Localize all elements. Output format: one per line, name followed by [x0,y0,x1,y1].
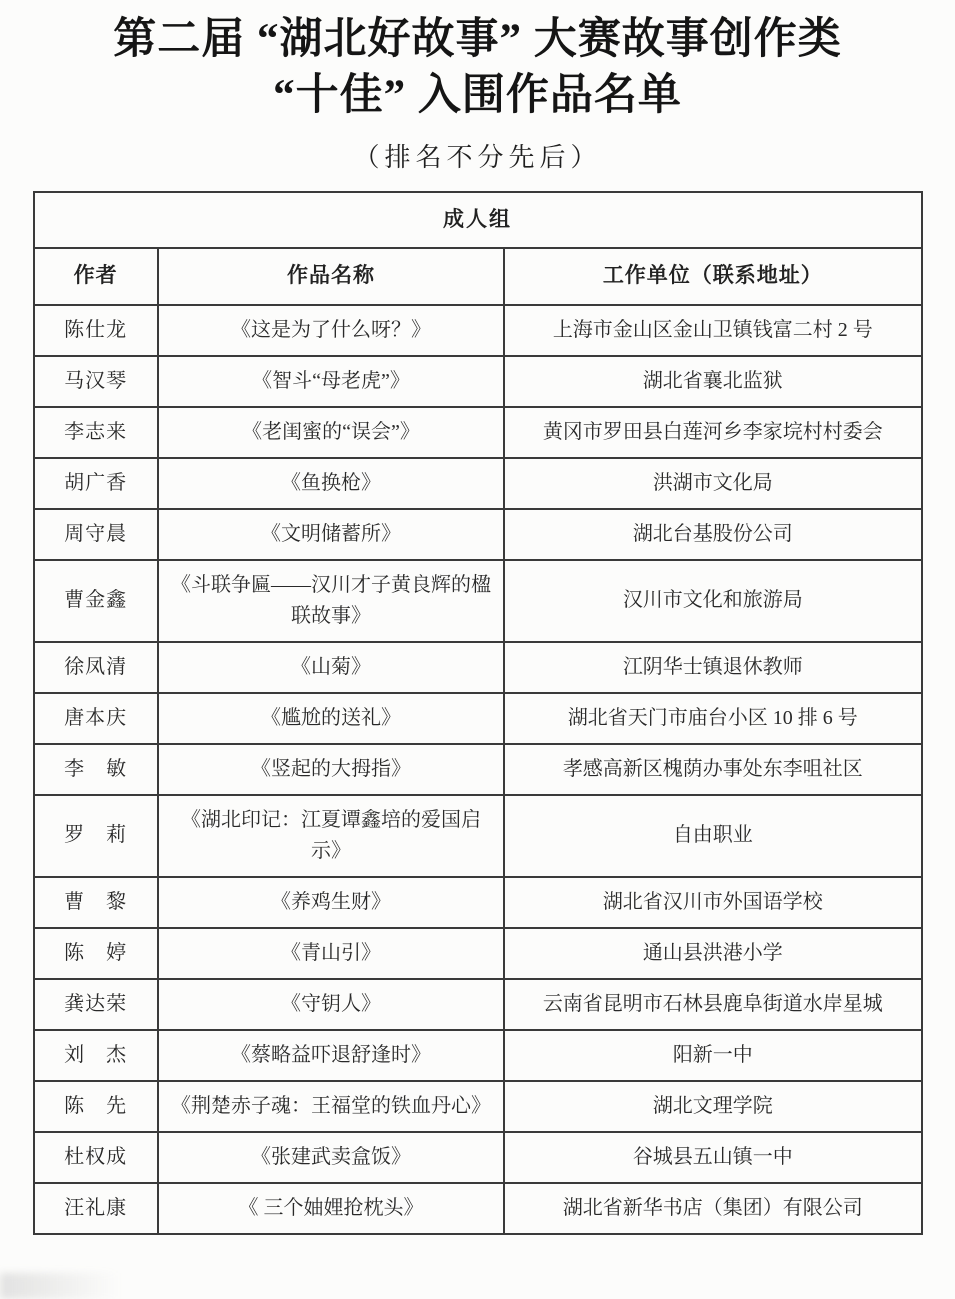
author-cell: 周守晨 [34,509,158,560]
title-line-1: 第二届 “湖北好故事” 大赛故事创作类 [113,16,842,63]
column-header-work-unit: 工作单位（联系地址） [504,248,921,305]
table-row [34,560,922,642]
table-row [34,1030,922,1081]
author-cell: 曹 黎 [34,877,158,928]
work-title-cell: 《山菊》 [158,642,504,693]
table-row [34,458,922,509]
work-unit-cell: 湖北省襄北监狱 [504,356,921,407]
work-title-cell: 《竖起的大拇指》 [158,744,504,795]
work-unit-cell: 湖北文理学院 [504,1081,921,1132]
work-title-cell: 《守钥人》 [158,979,504,1030]
work-title-cell: 《老闺蜜的“误会”》 [158,407,504,458]
table-row [34,305,922,356]
author-cell: 龚达荣 [34,979,158,1030]
author-cell: 陈 先 [34,1081,158,1132]
work-unit-cell: 阳新一中 [504,1030,921,1081]
author-cell: 曹金鑫 [34,560,158,642]
work-unit-cell: 上海市金山区金山卫镇钱富二村 2 号 [504,305,921,356]
table-row [34,744,922,795]
work-title-cell: 《青山引》 [158,928,504,979]
work-title-cell: 《 三个妯娌抢枕头》 [158,1183,504,1234]
work-title-cell: 《智斗“母老虎”》 [158,356,504,407]
column-header-work-title: 作品名称 [158,248,504,305]
table-row [34,356,922,407]
work-unit-cell: 湖北省天门市庙台小区 10 排 6 号 [504,693,921,744]
table-row [34,642,922,693]
author-cell: 徐凤清 [34,642,158,693]
work-unit-cell: 云南省昆明市石林县鹿阜街道水岸星城 [504,979,921,1030]
work-unit-cell: 湖北台基股份公司 [504,509,921,560]
author-cell: 陈仕龙 [34,305,158,356]
document-title [0,12,955,124]
work-title-cell: 《尴尬的送礼》 [158,693,504,744]
scan-artifact [0,1273,120,1299]
column-header-author: 作者 [34,248,158,305]
table-row [34,509,922,560]
work-unit-cell: 江阴华士镇退休教师 [504,642,921,693]
column-header-row [34,248,922,305]
author-cell: 汪礼康 [34,1183,158,1234]
author-cell: 罗 莉 [34,795,158,877]
author-cell: 李志来 [34,407,158,458]
table-row [34,979,922,1030]
table-row [34,795,922,877]
work-title-cell: 《张建武卖盒饭》 [158,1132,504,1183]
work-unit-cell: 黄冈市罗田县白莲河乡李家垸村村委会 [504,407,921,458]
table-row [34,1183,922,1234]
work-title-cell: 《蔡略益吓退舒逢时》 [158,1030,504,1081]
work-title-cell: 《养鸡生财》 [158,877,504,928]
work-unit-cell: 通山县洪港小学 [504,928,921,979]
work-unit-cell: 湖北省汉川市外国语学校 [504,877,921,928]
table-row [34,693,922,744]
work-title-cell: 《斗联争匾——汉川才子黄良辉的楹联故事》 [158,560,504,642]
table-row [34,1081,922,1132]
work-unit-cell: 湖北省新华书店（集团）有限公司 [504,1183,921,1234]
author-cell: 杜权成 [34,1132,158,1183]
author-cell: 陈 婷 [34,928,158,979]
work-unit-cell: 自由职业 [504,795,921,877]
document-subtitle: （排名不分先后） [353,142,602,172]
group-header-row [34,192,922,249]
work-title-cell: 《鱼换枪》 [158,458,504,509]
author-cell: 刘 杰 [34,1030,158,1081]
author-cell: 马汉琴 [34,356,158,407]
author-cell: 胡广香 [34,458,158,509]
work-title-cell: 《湖北印记：江夏谭鑫培的爱国启示》 [158,795,504,877]
author-cell: 唐本庆 [34,693,158,744]
work-title-cell: 《文明储蓄所》 [158,509,504,560]
work-unit-cell: 汉川市文化和旅游局 [504,560,921,642]
entries-table-body [34,305,922,1234]
table-row [34,928,922,979]
entries-table [33,191,923,1235]
table-row [34,407,922,458]
table-row [34,877,922,928]
work-unit-cell: 洪湖市文化局 [504,458,921,509]
work-unit-cell: 孝感高新区槐荫办事处东李咀社区 [504,744,921,795]
title-line-2: “十佳” 入围作品名单 [273,71,682,119]
work-unit-cell: 谷城县五山镇一中 [504,1132,921,1183]
group-header: 成人组 [34,192,922,249]
table-row [34,1132,922,1183]
author-cell: 李 敏 [34,744,158,795]
work-title-cell: 《荆楚赤子魂：王福堂的铁血丹心》 [158,1081,504,1132]
work-title-cell: 《这是为了什么呀？》 [158,305,504,356]
